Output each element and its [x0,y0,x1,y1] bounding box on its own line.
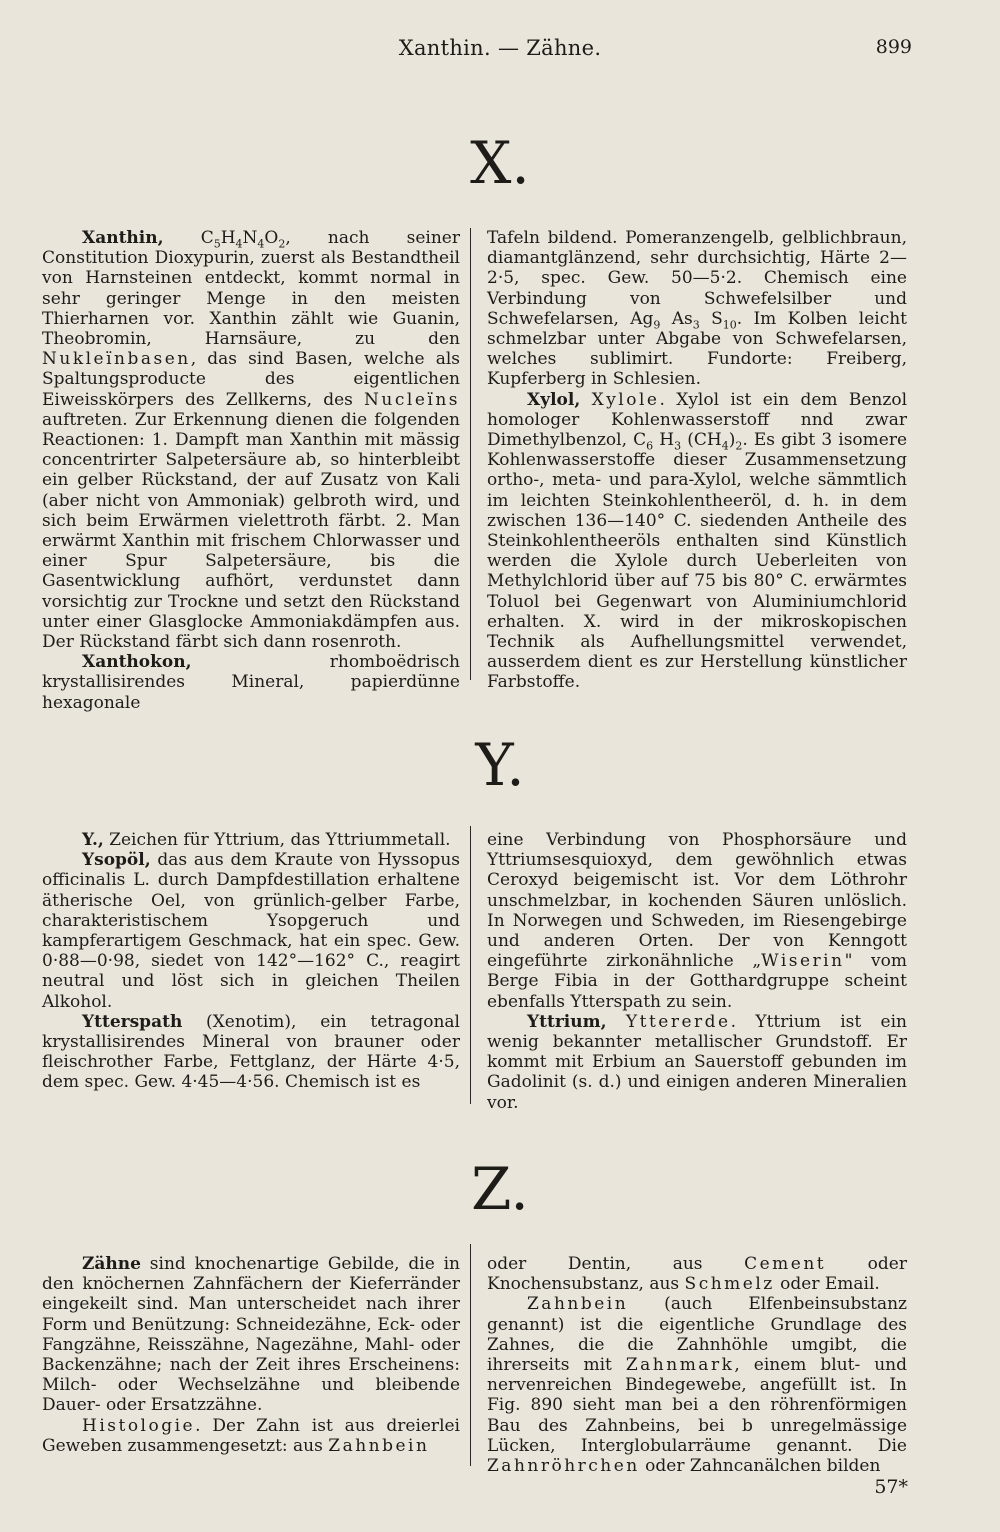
entry-text: oder Knochensubstanz, aus [487,1254,907,1295]
column-left-z [42,1254,460,1456]
entry-head: Xanthin, [82,228,164,248]
entry-head: Y., [82,830,104,850]
formula-sub: 2 [735,439,743,453]
entry-y [42,830,460,850]
entry-text: oder Zahncanälchen bilden [639,1456,881,1477]
formula-sub: 4 [235,237,243,251]
column-left-y [42,830,460,1093]
entry-text: , nach seiner Constitution Dioxypurin, zuerst als Bestandtheil von Harnsteinen entdeckt, kommt normal in sehr geringer Menge in den meisten Thierharnen vor. Xanthin zählt wie Guanin, Theobromin, Harnsäure, zu den [42,228,460,350]
entry-text: oder Email. [774,1274,880,1295]
spaced-term: Xylole [591,389,660,410]
formula-o: O [264,228,279,248]
entry-xanthokon [42,652,460,713]
entry-ytterspath [42,1012,460,1093]
running-head: Xanthin. — Zähne. [398,36,602,60]
formula-sub: 6 [646,439,654,453]
entry-xanthokon-continued [487,228,907,390]
column-left-x [42,228,460,713]
entry-text: oder Dentin, aus [487,1254,745,1274]
column-right-x [487,228,907,693]
formula-sub: 4 [721,439,729,453]
entry-text: Tafeln bildend. Pomeranzengelb, gelblichbraun, diamantglänzend, sehr durchsichtig, Härte 2—2·5, spec. Gew. 50—5·2. Chemisch eine Verbindung von Schwefelsilber und Schwefelarsen, Ag [487,228,907,329]
entry-text: das aus dem Kraute von Hyssopus officinalis L. durch Dampfdestillation erhaltene ätherische Oel, von grünlich-gelber Farbe, charakteristischem Ysopgeruch und kampferartigem Geschmack, hat ein spec. Gew. 0·88—0·98, siedet von 142°—162° C., reagirt neutral und löst sich in gleichen Theilen Alkohol. [42,850,460,1012]
entry-text: auftreten. Zur Erkennung dienen die folgenden Reactionen: 1. Dampft man Xanthin mit mässig concentrirter Salpetersäure ab, so hinterbleibt ein gelber Rückstand, der auf Zusatz von Kali (aber nicht von Ammoniak) gelbroth wird, und sich beim Erwärmen vielettroth färbt. 2. Man erwärmt Xanthin mit frischem Chlorwasser und einer Spur Salpetersäure, bis die Gasentwicklung aufhört, verdunstet dann vorsichtig zur Trockne und setzt den Rückstand unter einer Glasglocke Ammoniakdämpfen aus. Der Rückstand färbt sich dann rosenroth. [42,409,460,653]
section-letter-z: Z. [471,1155,529,1223]
entry-text: . Es gibt 3 isomere Kohlenwasserstoffe dieser Zusammensetzung ortho-, meta- und para-Xylol, welche sämmtlich im leichten Steinkohlentheeröl, d. h. in dem zwischen 136—140° C. siedenden Antheile des Steinkohlentheeröls enthalten sind Künstlich werden die Xylole durch Ueberleiten von Methylchlorid über auf 75 bis 80° C. erwärmtes Toluol bei Gegenwart von Aluminiumchlorid erhalten. X. wird in der mikroskopischen Technik als Aufhellungsmittel verwendet, ausserdem dient es zur Herstellung künstlicher Farbstoffe. [487,430,908,693]
entry-text: , das sind Basen, welche als Spaltungsproducte des eigentlichen Eiweisskörpers des Zellkerns, des [42,349,460,410]
formula-sub: 3 [674,439,682,453]
entry-head: Yttrium, [527,1011,607,1032]
formula-sub: 3 [692,318,700,332]
section-letter-y: Y. [475,731,525,799]
entry-histologie [42,1416,460,1456]
entry-zaehne [42,1254,460,1416]
formula-sub: 5 [213,237,221,251]
spaced-term: Schmelz [684,1274,775,1295]
column-rule [470,826,471,1104]
formula-close: ) [728,430,736,451]
entry-text: , einem blut- und nervenreichen Bindegewebe, angefüllt ist. In Fig. 890 sieht man bei a den röhrenförmigen Bau des Zahnbeins, bei b unregelmässige Lücken, Interglobularräume genannt. Die [487,1355,907,1456]
formula-s: S [699,308,723,329]
entry-head: Ysopöl, [82,850,151,871]
entry-text: eine Verbindung von Phosphorsäure und Yttriumsesquioxyd, dem gewöhnlich etwas Ceroxyd beigemischt ist. Vor dem Löthrohr unschmelzbar, in kochenden Säuren unlöslich. In Norwegen und Schweden, im Riesengebirge und anderen Orten. Der von Kenngott eingeführte zirkonähnliche „ [487,830,907,972]
signature-mark: 57* [874,1476,908,1498]
entry-xylol [487,390,907,693]
spaced-term: Nucleïns [364,389,460,410]
entry-head: Zähne [82,1254,141,1274]
entry-head: Xanthokon, [82,652,192,673]
column-right-z [487,1254,907,1476]
formula-sub: 9 [653,318,661,332]
formula-as: As [660,308,693,329]
section-letter-x: X. [470,129,530,197]
formula-sub: 2 [278,237,286,251]
column-right-y [487,830,907,1113]
entry-text: . Xylol ist ein dem Benzol homologer Kohlenwasserstoff nnd zwar Dimethylbenzol, C [487,389,908,451]
spaced-term: Nukleïnbasen [42,349,191,370]
entry-text: Zeichen für Yttrium, das Yttriummetall. [103,830,451,850]
entry-text: . Der Zahn ist aus dreierlei Geweben zusammengesetzt: aus [42,1415,460,1456]
formula-h: H [220,228,236,248]
formula-h: H [653,430,675,451]
formula-sub: 4 [257,237,265,251]
spaced-term: Cement [744,1254,827,1274]
column-rule [470,228,471,680]
spaced-term: Yttererde [625,1011,731,1032]
column-rule [470,1244,471,1466]
entry-ytterspath-continued [487,830,907,1012]
formula-n: N [242,228,258,248]
entry-xanthin [42,228,460,652]
spaced-term: Zahnbein [328,1435,430,1456]
entry-text: (auch Elfenbeinsubstanz genannt) ist die eigentliche Grundlage des Zahnes, die die Zahnhöhle umgibt, die ihrerseits mit [487,1294,907,1376]
entry-histologie-continued [487,1254,907,1294]
entry-ysopoel [42,850,460,1012]
entry-text: sind knochenartige Gebilde, die in den knöchernen Zahnfächern der Kieferränder eingekeilt sind. Man unterscheidet nach ihrer Form und Benützung: Schneidezähne, Eck- oder Fangzähne, Reisszähne, Nagezähne, Mahl- oder Backenzähne; nach der Zeit ihres Erscheinens: Milch- oder Wechselzähne und bleibende Dauer- oder Ersatzzähne. [42,1254,460,1416]
spaced-term: Wiserin [761,951,845,972]
page-number: 899 [875,36,912,58]
spaced-term: Zahnbein [527,1294,629,1315]
entry-zahnbein [487,1294,907,1476]
entry-head: Ytterspath [82,1011,183,1032]
entry-text: " vom Berge Fibia in der Gotthardgruppe scheint ebenfalls Ytterspath zu sein. [487,951,908,1012]
formula-c: C [200,228,214,248]
entry-text: . Yttrium ist ein wenig bekannter metallischer Grundstoff. Er kommt mit Erbium an Sauerstoff gebunden im Gadolinit (s. d.) und einigen anderen Mineralien vor. [487,1011,908,1113]
entry-text: . Im Kolben leicht schmelzbar unter Abgabe von Schwefelarsen, welches sublimirt. Fundorte: Freiberg, Kupferberg in Schlesien. [487,308,908,390]
spaced-term: Zahnröhrchen [487,1456,640,1477]
spaced-term: Zahnmark [625,1355,735,1376]
entry-text: rhomboëdrisch krystallisirendes Mineral, papierdünne hexagonale [42,652,460,713]
entry-yttrium [487,1012,907,1113]
entry-text: (Xenotim), ein tetragonal krystallisirendes Mineral von brauner oder fleischrother Farbe, Fettglanz, der Härte 4·5, dem spec. Gew. 4·45—4·56. Chemisch ist es [42,1011,460,1093]
spaced-term: Histologie [82,1415,196,1436]
entry-head: Xylol, [527,389,581,410]
formula-sub: 10 [722,318,737,332]
formula-ch: (CH [681,430,722,451]
